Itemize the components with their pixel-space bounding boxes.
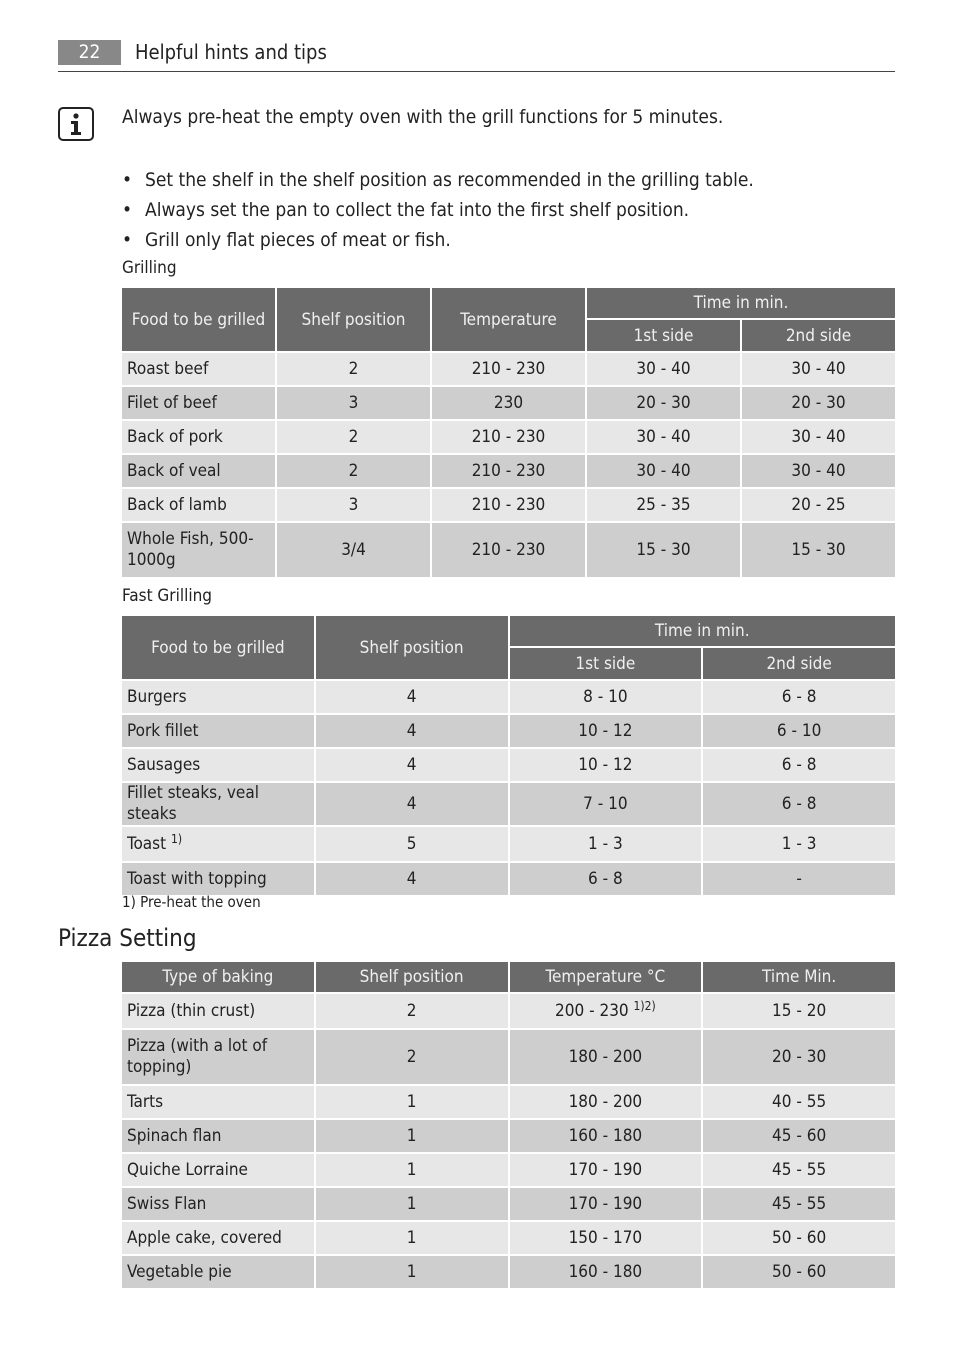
table-cell: 7 - 10 — [510, 783, 702, 825]
column-header: Shelf position — [277, 288, 430, 351]
table-row — [122, 1222, 895, 1254]
table-row — [122, 353, 895, 385]
grilling-caption: Grilling — [122, 258, 177, 278]
table-cell: Swiss Flan — [122, 1188, 314, 1220]
table-cell: 4 — [316, 749, 508, 781]
table-row — [122, 783, 895, 825]
column-header: Time in min. — [510, 616, 896, 646]
table-cell: Spinach flan — [122, 1120, 314, 1152]
table-cell: 20 - 30 — [587, 387, 740, 419]
table-cell: Back of lamb — [122, 489, 275, 521]
column-header: 1st side — [510, 648, 702, 679]
table-cell: 4 — [316, 715, 508, 747]
table-cell: 1 — [316, 1154, 508, 1186]
table-cell: 2 — [316, 1030, 508, 1084]
table-cell: 6 - 8 — [510, 863, 702, 895]
table-cell — [510, 994, 702, 1028]
column-header: 2nd side — [742, 320, 895, 351]
table-row — [122, 1188, 895, 1220]
table-row — [122, 489, 895, 521]
table-cell: 45 - 60 — [703, 1120, 895, 1152]
column-header: Food to be grilled — [122, 288, 275, 351]
column-header: 2nd side — [703, 648, 895, 679]
table-row — [122, 1256, 895, 1288]
table-cell: 6 - 8 — [703, 749, 895, 781]
table-cell: 6 - 8 — [703, 681, 895, 713]
table-cell: 5 — [316, 827, 508, 861]
table-cell: 30 - 40 — [742, 455, 895, 487]
page-number: 22 — [58, 40, 121, 65]
column-header: Shelf position — [316, 962, 508, 992]
table-row — [122, 863, 895, 895]
table-cell: Back of veal — [122, 455, 275, 487]
header-title: Helpful hints and tips — [135, 40, 327, 64]
grilling-table — [120, 286, 897, 579]
list-item: • Always set the pan to collect the fat into the first shelf position. — [122, 195, 754, 225]
table-cell: 20 - 30 — [742, 387, 895, 419]
section-title: Pizza Setting — [58, 924, 197, 952]
column-header: Temperature °C — [510, 962, 702, 992]
table-cell: 15 - 30 — [587, 523, 740, 577]
column-header: 1st side — [587, 320, 740, 351]
table-cell: Tarts — [122, 1086, 314, 1118]
table-row — [122, 523, 895, 577]
table-cell: 2 — [316, 994, 508, 1028]
table-cell: Roast beef — [122, 353, 275, 385]
table-cell: 8 - 10 — [510, 681, 702, 713]
table-cell: Vegetable pie — [122, 1256, 314, 1288]
table-cell: Pizza (thin crust) — [122, 994, 314, 1028]
intro-text: Always pre-heat the empty oven with the grill functions for 5 minutes. — [122, 106, 724, 128]
table-cell: 50 - 60 — [703, 1256, 895, 1288]
column-header: Food to be grilled — [122, 616, 314, 679]
toast-label: Toast — [127, 833, 167, 854]
table-cell: 1 — [316, 1188, 508, 1220]
table-row — [122, 455, 895, 487]
table-cell: 4 — [316, 681, 508, 713]
table-cell: 160 - 180 — [510, 1120, 702, 1152]
table-cell: 2 — [277, 353, 430, 385]
footnote: 1) Pre-heat the oven — [122, 893, 261, 911]
table-cell: 210 - 230 — [432, 523, 585, 577]
table-cell: Toast with topping — [122, 863, 314, 895]
table-cell: 170 - 190 — [510, 1188, 702, 1220]
table-row — [122, 749, 895, 781]
table-cell: 170 - 190 — [510, 1154, 702, 1186]
column-header: Time in min. — [587, 288, 895, 318]
table-row — [122, 681, 895, 713]
table-cell: 210 - 230 — [432, 353, 585, 385]
table-cell: 4 — [316, 863, 508, 895]
table-cell: 230 — [432, 387, 585, 419]
table-cell: 30 - 40 — [742, 421, 895, 453]
table-row — [122, 1030, 895, 1084]
table-cell: 1 — [316, 1086, 508, 1118]
table-cell: 20 - 30 — [703, 1030, 895, 1084]
table-cell: Sausages — [122, 749, 314, 781]
table-cell: 2 — [277, 421, 430, 453]
table-cell: 45 - 55 — [703, 1188, 895, 1220]
table-row — [122, 994, 895, 1028]
table-cell: 15 - 20 — [703, 994, 895, 1028]
footnote-mark: 1)2) — [633, 998, 656, 1013]
table-cell: 6 - 10 — [703, 715, 895, 747]
table-cell: 210 - 230 — [432, 421, 585, 453]
table-cell — [122, 827, 314, 861]
table-cell: Burgers — [122, 681, 314, 713]
footnote-mark: 1) — [171, 831, 183, 846]
table-cell: Fillet steaks, veal steaks — [122, 783, 314, 825]
table-cell: Filet of beef — [122, 387, 275, 419]
table-cell: Whole Fish, 500-1000g — [122, 523, 275, 577]
table-cell: 20 - 25 — [742, 489, 895, 521]
table-cell: - — [703, 863, 895, 895]
table-row — [122, 421, 895, 453]
list-item: • Set the shelf in the shelf position as recommended in the grilling table. — [122, 165, 754, 195]
table-cell: 210 - 230 — [432, 489, 585, 521]
table-row — [122, 827, 895, 861]
table-cell: Apple cake, covered — [122, 1222, 314, 1254]
table-cell: 15 - 30 — [742, 523, 895, 577]
table-cell: 1 — [316, 1222, 508, 1254]
table-cell: 1 - 3 — [510, 827, 702, 861]
table-row — [122, 715, 895, 747]
table-cell: 30 - 40 — [742, 353, 895, 385]
table-cell: Quiche Lorraine — [122, 1154, 314, 1186]
tips-list — [122, 165, 754, 255]
table-cell: 210 - 230 — [432, 455, 585, 487]
table-cell: 45 - 55 — [703, 1154, 895, 1186]
table-row — [122, 1120, 895, 1152]
table-cell: 3 — [277, 387, 430, 419]
table-cell: 6 - 8 — [703, 783, 895, 825]
page-header — [58, 40, 895, 72]
table-cell: 30 - 40 — [587, 455, 740, 487]
fast-grilling-table — [120, 614, 897, 897]
table-cell: Back of pork — [122, 421, 275, 453]
table-row — [122, 1086, 895, 1118]
pizza-table — [120, 960, 897, 1290]
table-cell: 10 - 12 — [510, 749, 702, 781]
table-cell: 150 - 170 — [510, 1222, 702, 1254]
table-cell: 40 - 55 — [703, 1086, 895, 1118]
table-cell: 3 — [277, 489, 430, 521]
table-cell: 2 — [277, 455, 430, 487]
table-cell: 30 - 40 — [587, 421, 740, 453]
temperature-value: 200 - 230 — [555, 1000, 629, 1021]
table-cell: 4 — [316, 783, 508, 825]
table-cell: 160 - 180 — [510, 1256, 702, 1288]
column-header: Time Min. — [703, 962, 895, 992]
table-cell: 30 - 40 — [587, 353, 740, 385]
fast-grilling-caption: Fast Grilling — [122, 586, 212, 606]
table-cell: 1 — [316, 1256, 508, 1288]
table-cell: 180 - 200 — [510, 1030, 702, 1084]
table-cell: 50 - 60 — [703, 1222, 895, 1254]
column-header: Temperature — [432, 288, 585, 351]
table-cell: 180 - 200 — [510, 1086, 702, 1118]
list-item: • Grill only flat pieces of meat or fish. — [122, 225, 754, 255]
table-row — [122, 1154, 895, 1186]
info-icon — [58, 107, 94, 141]
table-cell: 1 — [316, 1120, 508, 1152]
table-cell: 10 - 12 — [510, 715, 702, 747]
table-cell: 25 - 35 — [587, 489, 740, 521]
column-header: Shelf position — [316, 616, 508, 679]
column-header: Type of baking — [122, 962, 314, 992]
table-row — [122, 387, 895, 419]
table-cell: Pizza (with a lot of topping) — [122, 1030, 314, 1084]
table-cell: 3/4 — [277, 523, 430, 577]
table-cell: Pork fillet — [122, 715, 314, 747]
table-cell: 1 - 3 — [703, 827, 895, 861]
